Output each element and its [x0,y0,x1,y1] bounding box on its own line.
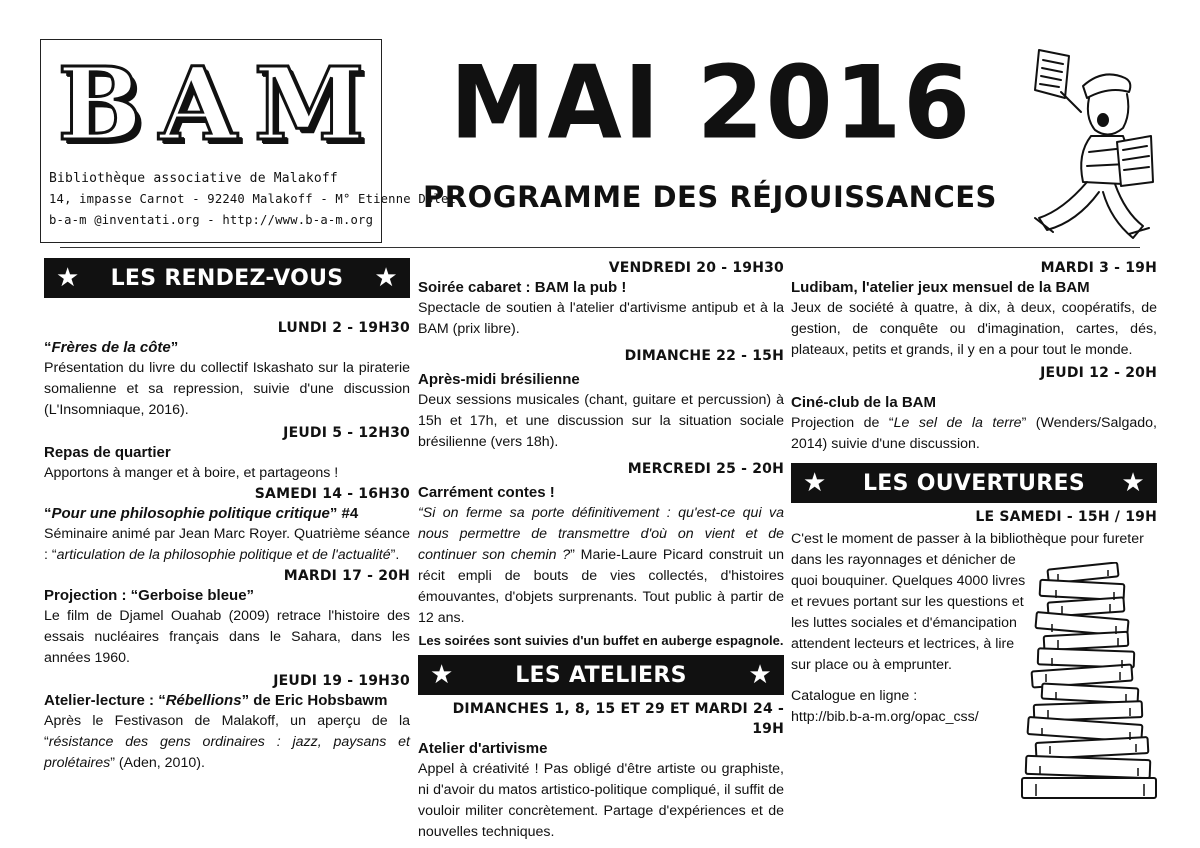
logo-letters [49,45,373,163]
event-title: Ludibam, l'atelier jeux mensuel de la BAM [791,279,1090,296]
event-title: Carrément contes ! [418,484,555,501]
page-title: MAI 2016 [449,44,973,162]
event-title: Soirée cabaret : BAM la pub ! [418,279,627,296]
event-date: MERCREDI 25 - 20H [627,461,784,477]
catalogue-label: Catalogue en ligne : [791,688,918,704]
event-description: Appel à créativité ! Pas obligé d'être artiste ou graphiste, ni d'avoir du matos artistico-politique compliqué, il suffit de vouloir militer concrètement. Partage d'expériences et de nouvelles techniques. [418,761,784,840]
banner-title: LES RENDEZ-VOUS [110,265,344,291]
event-description: Projection de “Le sel de la terre” (Wenders/Salgado, 2014) suivie d'une discussion. [791,415,1158,452]
event-description: Présentation du livre du collectif Iskashato sur la piraterie somalienne et sa repression, suivie d'une discussion (L'Insomniaque, 2016). [44,360,410,418]
event-description: Spectacle de soutien à l'atelier d'artivisme antipub et à la BAM (prix libre). [418,300,784,337]
event-title: Repas de quartier [44,444,171,461]
event-title: Atelier-lecture : “Rébellions” de Eric Hobsbawm [44,692,388,709]
star-icon: ★ [1121,468,1145,498]
event-description: Jeux de société à quatre, à dix, à deux, coopératifs, de gestion, de conquête ou d'imagination, cartes, dés, plateaux, petits et grands, il y en a pour tout le monde. [791,300,1157,358]
logo-letter-b: B [57,45,143,163]
event-date: JEUDI 12 - 20H [1040,365,1157,381]
event-title: “Pour une philosophie politique critique” #4 [44,505,359,522]
banner-ateliers [418,655,784,695]
star-icon: ★ [748,660,772,690]
star-icon: ★ [803,468,827,498]
column-middle [418,258,784,843]
description-line: dans les rayonnages et dénicher de [791,552,1016,568]
buffet-note: Les soirées sont suivies d'un buffet en auberge espagnole. [418,633,784,648]
event-description: Deux sessions musicales (chant, guitare et percussion) à 15h et 17h, et une discussion sur la situation sociale brésilienne (vers 18h). [418,392,784,450]
description-line: quoi bouquiner. Quelques 4000 livres [791,573,1026,589]
newsboy-illustration [1025,42,1160,247]
banner-rendezvous [44,258,410,298]
event-description: Apportons à manger et à boire, et partageons ! [44,465,339,481]
event-description: Après le Festivason de Malakoff, un aperçu de la “résistance des gens ordinaires : jazz, paysans et prolétaires” (Aden, 2010). [44,713,410,771]
event-date: LUNDI 2 - 19H30 [277,320,410,336]
event-date: MARDI 17 - 20H [283,568,410,584]
event-date: VENDREDI 20 - 19H30 [608,260,784,276]
description-line: et revues portant sur les questions et [791,594,1024,610]
event-title: Ciné-club de la BAM [791,394,937,411]
description-line: sur place ou à emprunter. [791,657,952,673]
logo-association-name: Bibliothèque associative de Malakoff [49,171,338,186]
header-divider [60,247,1140,248]
description-line: C'est le moment de passer à la bibliothèque pour fureter [791,531,1144,547]
event-date: DIMANCHES 1, 8, 15 ET 29 ET MARDI 24 - 19H [452,701,784,737]
event-description: “Si on ferme sa porte définitivement : qu'est-ce qui va nous permettre de transmettre d'où on vient et de continuer son chemin ?” Marie-Laure Picard construit un récit empli de bouts de vies collectés, d'histoires émouvantes, d'objets surprenants. Tout public à partir de 12 ans. [418,505,784,626]
event-title: Atelier d'artivisme [418,740,548,757]
event-date: JEUDI 19 - 19H30 [273,673,410,689]
logo-address: 14, impasse Carnot - 92240 Malakoff - M° Etienne Dolet [49,192,457,206]
logo-letter-a: A [159,45,237,163]
banner-ouvertures [791,463,1157,503]
description-line: attendent lecteurs et lectrices, à lire [791,636,1015,652]
page-subtitle: PROGRAMME DES RÉJOUISSANCES [423,180,997,214]
event-title: “Frères de la côte” [44,339,179,356]
logo-contact: b-a-m @inventati.org - http://www.b-a-m.org [49,213,374,227]
logo-letter-m: M [253,45,365,163]
event-title: Projection : “Gerboise bleue” [44,587,255,604]
event-description: Séminaire animé par Jean Marc Royer. Quatrième séance : “articulation de la philosophie politique et de l'actualité”. [44,526,410,563]
event-date: MARDI 3 - 19H [1040,260,1157,276]
banner-title: LES OUVERTURES [862,470,1085,496]
star-icon: ★ [56,263,80,293]
event-description: Le film de Djamel Ouahab (2009) retrace l'histoire des essais nucléaires français dans le Sahara, dans les années 1960. [44,608,410,666]
event-date: SAMEDI 14 - 16H30 [254,486,410,502]
book-stack-illustration [1018,562,1163,807]
event-date: JEUDI 5 - 12H30 [283,425,410,441]
star-icon: ★ [430,660,454,690]
column-rendezvous [44,258,410,774]
catalogue-link[interactable]: http://bib.b-a-m.org/opac_css/ [791,709,979,725]
description-line: les luttes sociales et d'émancipation [791,615,1017,631]
logo-box [40,39,457,243]
banner-title: LES ATELIERS [515,662,687,688]
event-date: DIMANCHE 22 - 15H [624,348,784,364]
star-icon: ★ [374,263,398,293]
event-title: Après-midi brésilienne [418,371,580,388]
event-date: LE SAMEDI - 15H / 19H [975,509,1157,525]
